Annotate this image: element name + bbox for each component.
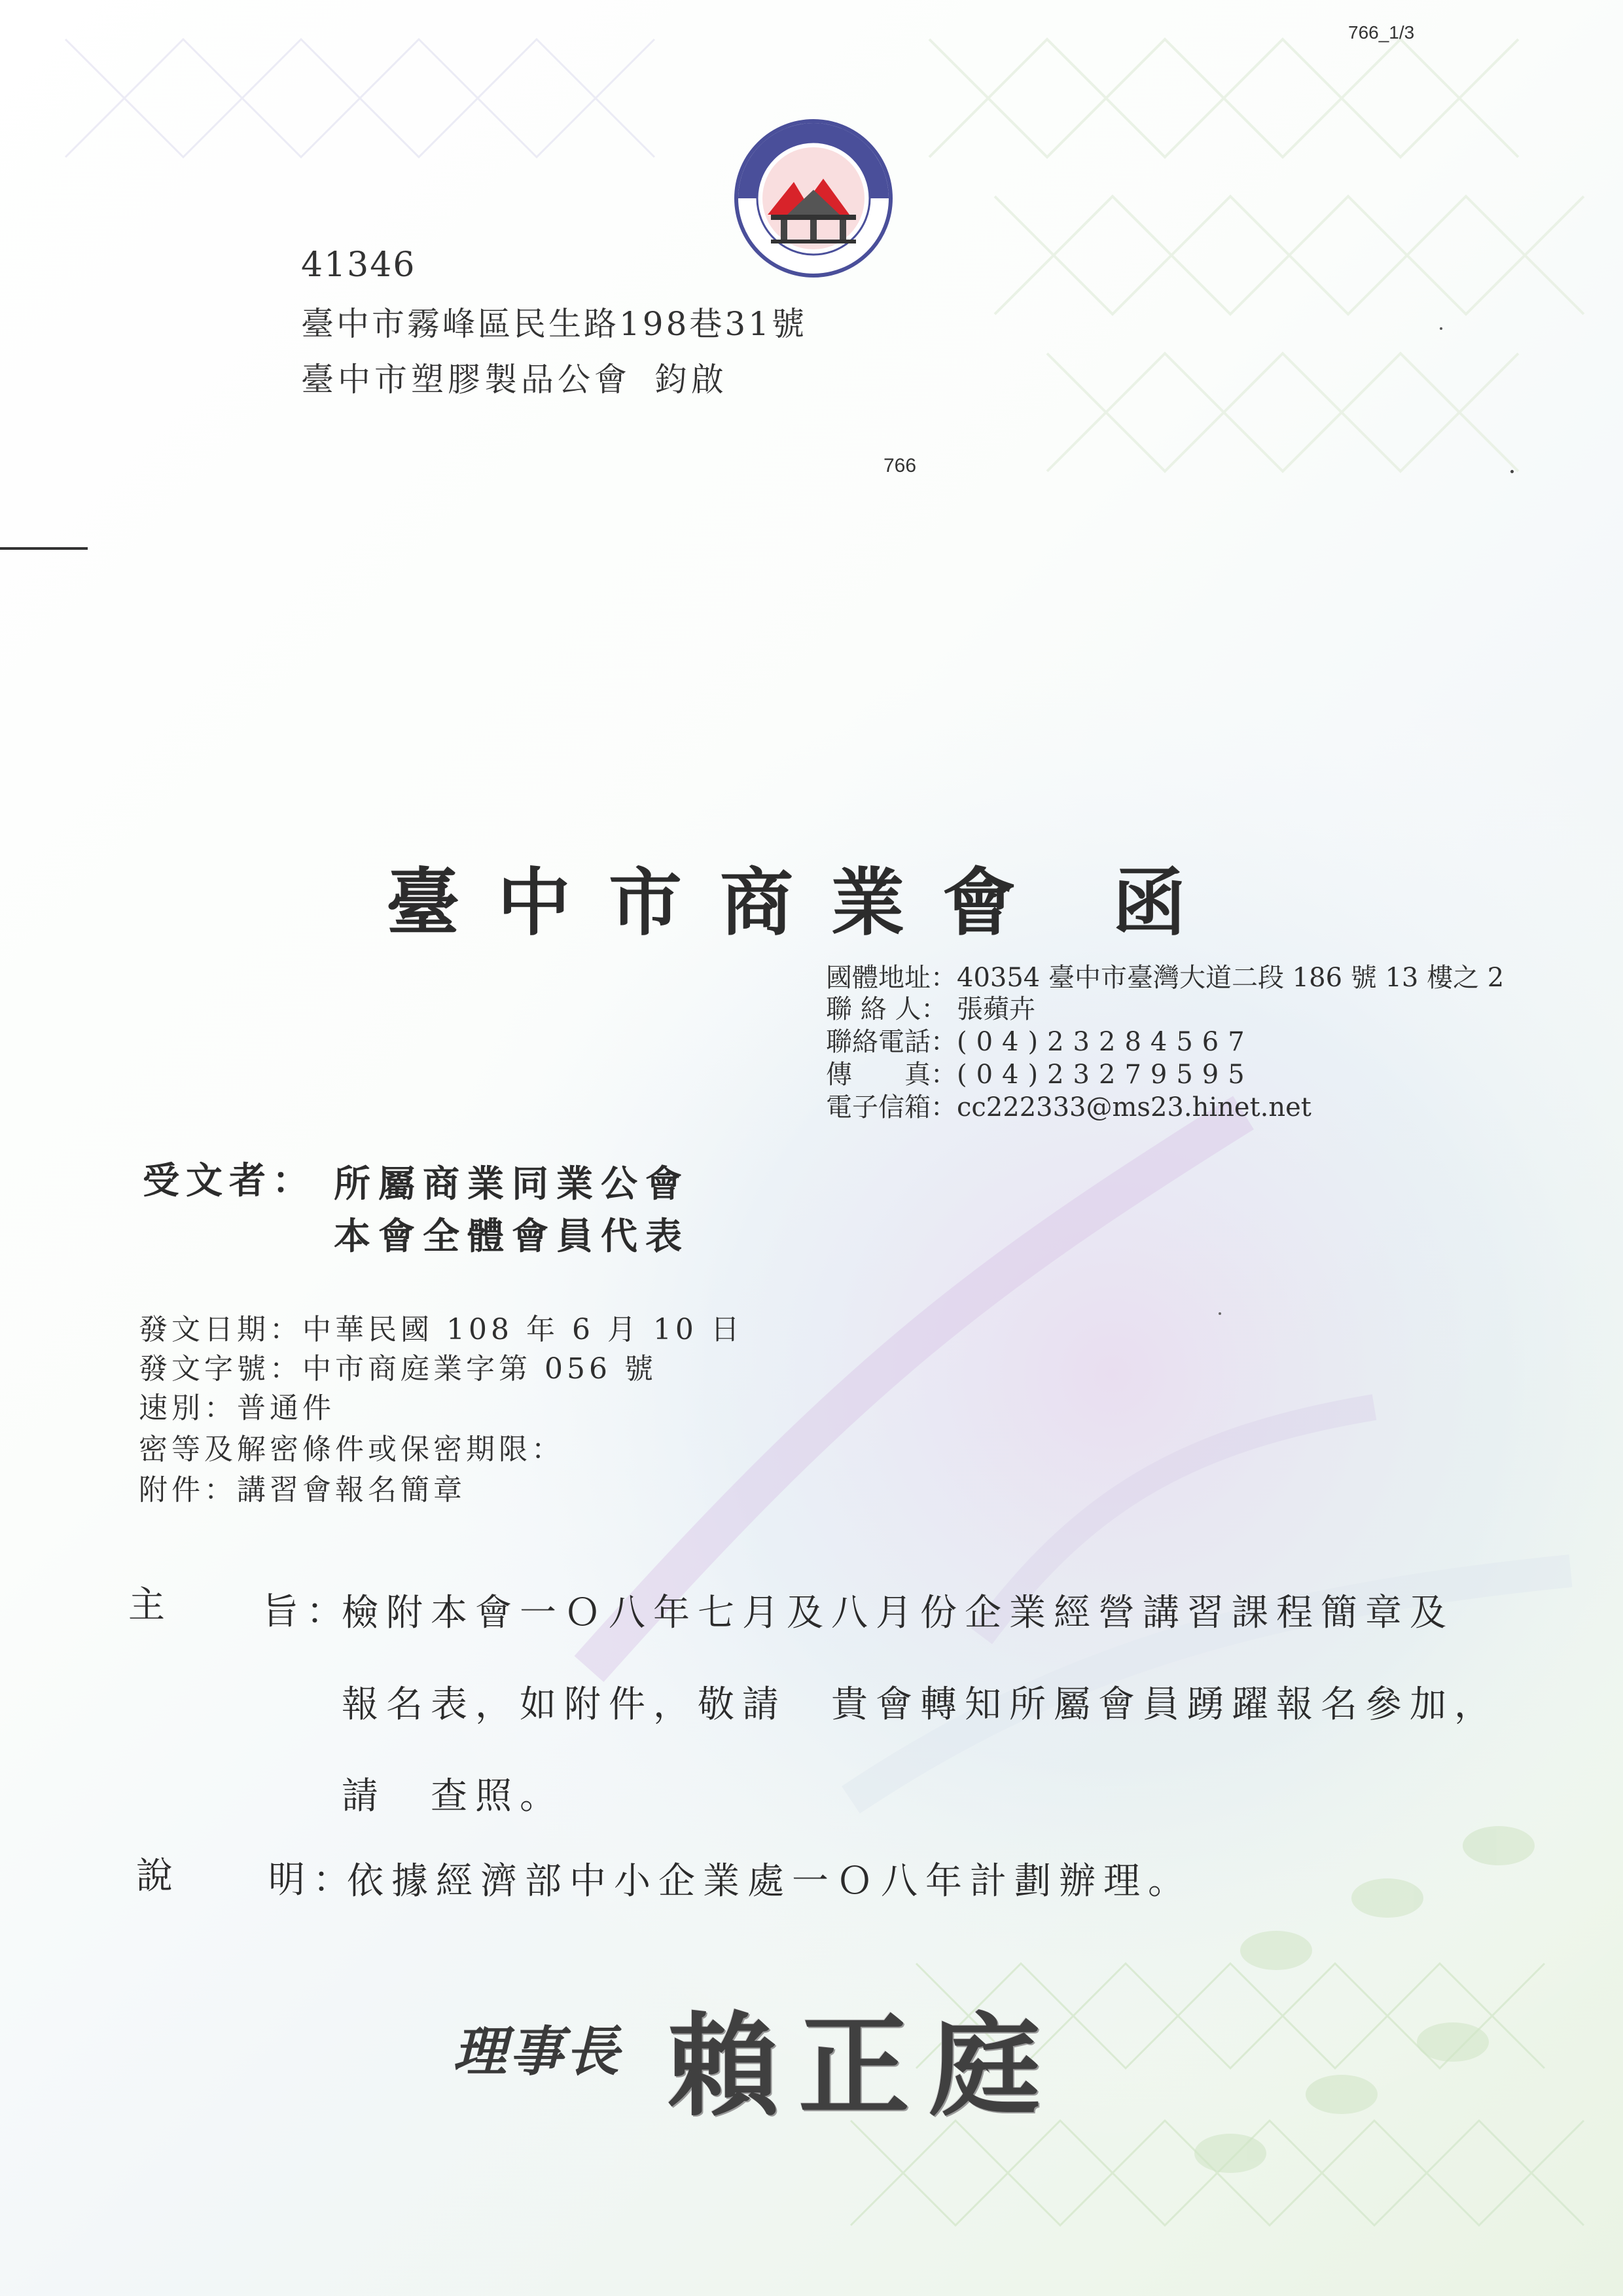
scan-dot — [1219, 1312, 1221, 1315]
recipient-suffix: 鈞啟 — [654, 361, 728, 399]
document-title — [386, 844, 1224, 950]
receiver-label: 受文者： — [143, 1159, 315, 1202]
scan-dot — [1440, 327, 1442, 330]
contact-fax — [826, 1054, 1254, 1091]
recipient-name — [301, 353, 728, 401]
delivery-speed: 速別：普通件 — [139, 1391, 335, 1425]
contact-fax-label: 傳 真： — [826, 1060, 957, 1090]
contact-phone-label: 聯絡電話： — [826, 1027, 957, 1057]
contact-phone-value: (04)23284567 — [957, 1027, 1254, 1057]
scan-dot — [1510, 470, 1514, 473]
explanation-label-second: 明： — [268, 1859, 357, 1901]
receiver-line-1: 所屬商業同業公會 — [334, 1162, 690, 1206]
explanation-label-first: 說 — [136, 1855, 181, 1897]
contact-email-value: cc222333@ms23.hinet.net — [957, 1092, 1311, 1122]
document-number: 發文字號：中市商庭業字第 056 號 — [139, 1352, 657, 1386]
subject-label-first: 主 — [128, 1584, 173, 1626]
chamber-logo — [732, 117, 895, 280]
contact-email-label: 電子信箱： — [826, 1092, 957, 1122]
contact-person-label: 聯 絡 人： — [826, 994, 948, 1024]
serial-number: 766 — [883, 455, 917, 476]
title-org: 臺中市商業會 — [386, 860, 1054, 946]
recipient-address: 臺中市霧峰區民生路198巷31號 — [301, 305, 808, 343]
subject-line-3: 請 查照。 — [342, 1775, 564, 1818]
fold-mark — [0, 547, 88, 550]
contact-phone — [826, 1021, 1254, 1058]
contact-address-label: 國體地址： — [826, 963, 957, 993]
contact-address-value: 40354 臺中市臺灣大道二段 186 號 13 樓之 2 — [957, 963, 1505, 993]
issue-date: 發文日期：中華民國 108 年 6 月 10 日 — [139, 1313, 743, 1346]
postal-code: 41346 — [301, 245, 416, 285]
receiver-line-2: 本會全體會員代表 — [334, 1215, 690, 1258]
attachment: 附件：講習會報名簡章 — [139, 1473, 466, 1507]
subject-line-2: 報名表，如附件，敬請 貴會轉知所屬會員踴躍報名參加， — [342, 1683, 1499, 1726]
contact-email — [826, 1086, 1311, 1124]
page-id: 766_1/3 — [1348, 22, 1415, 43]
secrecy-level: 密等及解密條件或保密期限： — [139, 1433, 564, 1466]
explanation-line-1: 依據經濟部中小企業處一Ｏ八年計劃辦理。 — [347, 1860, 1192, 1903]
contact-fax-value: (04)23279595 — [957, 1060, 1254, 1090]
subject-line-1: 檢附本會一Ｏ八年七月及八月份企業經營講習課程簡章及 — [342, 1592, 1454, 1634]
contact-person-value: 張蘋卉 — [957, 994, 1035, 1024]
signature-title: 理事長 — [453, 2020, 622, 2083]
title-kind: 函 — [1113, 860, 1224, 946]
signature-name: 賴正庭 — [668, 2001, 1061, 2132]
contact-person — [826, 988, 1035, 1026]
subject-label-second: 旨： — [262, 1590, 351, 1633]
recipient-org: 臺中市塑膠製品公會 — [301, 361, 631, 399]
